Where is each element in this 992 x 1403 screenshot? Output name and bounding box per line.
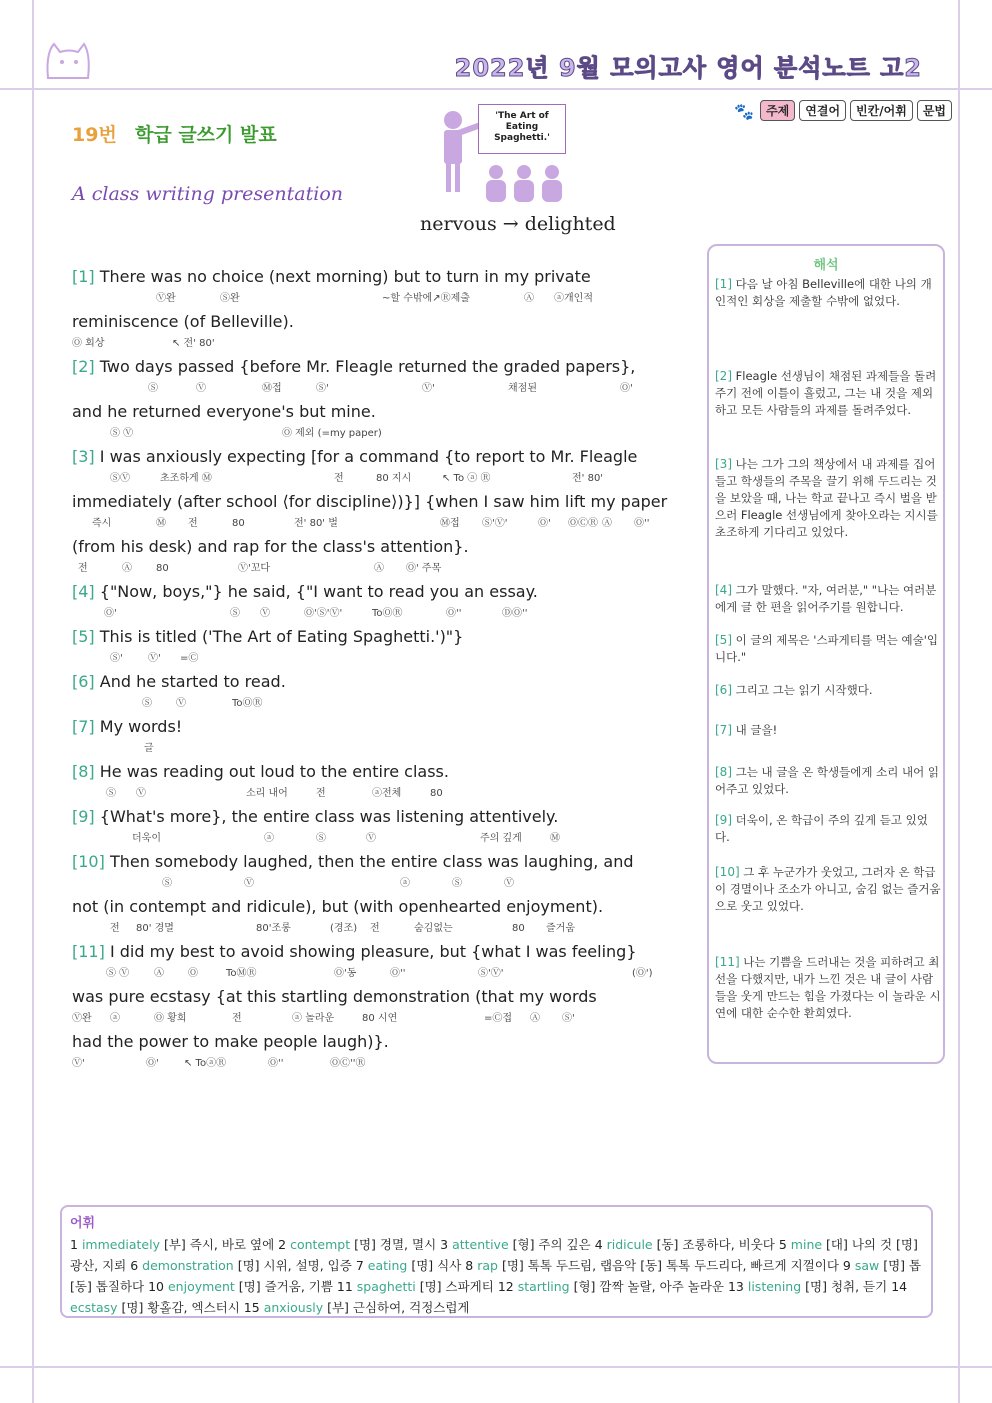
translation-item <box>715 368 941 419</box>
sentence-text: {"Now, boys,"} he said, {"I want to read you an essay. <box>99 582 538 601</box>
annotation: ToⓄⓇ <box>372 608 403 619</box>
vocab-word: demonstration <box>142 1258 234 1273</box>
translation-text: 다음 날 아침 Belleville에 대한 나의 개인적인 회상을 제출할 수밖에 없었다. <box>715 277 932 308</box>
annotation: Ⓢ완 <box>220 293 240 304</box>
annotation: Ⓥ'꼬다 <box>238 563 271 574</box>
translation-panel <box>707 244 945 1064</box>
annotation: Ⓢ Ⓥ <box>106 968 130 979</box>
annotation: Ⓜ <box>156 518 166 529</box>
translation-item <box>715 722 941 739</box>
annotation-line <box>72 740 687 763</box>
sentence-text: had the power to make people laugh)}. <box>72 1032 389 1051</box>
passage-line-9 <box>72 628 687 650</box>
tag-grammar[interactable]: 문법 <box>917 100 952 121</box>
vocab-item <box>337 1279 498 1294</box>
vocab-number: 6 <box>130 1258 139 1273</box>
vocab-meaning: [형] 주의 깊은 <box>512 1237 591 1252</box>
vocab-word: immediately <box>81 1237 160 1252</box>
sentence-number: [10] <box>72 852 105 871</box>
vocab-word: ecstasy <box>70 1300 118 1315</box>
annotation: ⓐ전체 <box>372 788 402 799</box>
annotation: ToⓂⓇ <box>226 968 257 979</box>
annotation: Ⓢ <box>316 833 326 844</box>
passage-line-5 <box>72 448 687 470</box>
translation-number: [7] <box>715 723 732 737</box>
annotation: ⓐ <box>264 833 274 844</box>
essay-sign: 'The Art of Eating Spaghetti.' <box>478 104 566 154</box>
annotation: 전 <box>110 923 120 934</box>
sentence-number: [7] <box>72 717 95 736</box>
annotation: Ⓢ' <box>562 1013 575 1024</box>
translation-number: [10] <box>715 865 740 879</box>
tag-topic[interactable]: 주제 <box>760 100 795 121</box>
annotation: 전' 80' 벌 <box>294 518 338 529</box>
annotation: ↖ To ⓐ Ⓡ <box>442 473 491 484</box>
annotation: Ⓥ완 <box>72 1013 92 1024</box>
annotation: Ⓢ'Ⓥ' <box>478 968 504 979</box>
sentence-number: [2] <box>72 357 95 376</box>
annotation: Ⓢ <box>148 383 158 394</box>
vocab-meaning: [명] 톡톡 두드림, 랩음악 [동] 톡톡 두드리다, 빠르게 지껄이다 <box>501 1258 839 1273</box>
translation-text: 더욱이, 온 학급이 주의 깊게 듣고 있었다. <box>715 813 928 844</box>
translation-number: [2] <box>715 369 732 383</box>
annotation: Ⓞ'' <box>268 1058 284 1069</box>
mood-change: nervous → delighted <box>420 213 616 235</box>
passage-line-4 <box>72 403 687 425</box>
annotation-line <box>72 470 687 493</box>
vocab-meaning: [명] 황홀감, 엑스터시 <box>121 1300 240 1315</box>
translation-item <box>715 456 941 541</box>
vocab-number: 9 <box>842 1258 851 1273</box>
annotation: Ⓥ' <box>72 1058 85 1069</box>
annotation: ~할 수밖에↗Ⓡ제출 <box>382 293 470 304</box>
annotation: (경조) <box>330 923 358 934</box>
vocab-item <box>595 1237 779 1252</box>
passage-line-15 <box>72 898 687 920</box>
paw-icon: 🐾 <box>734 101 754 121</box>
annotation: ↖ ToⓐⓇ <box>184 1058 227 1069</box>
annotation: 80 <box>512 923 525 934</box>
translation-number: [1] <box>715 277 732 291</box>
annotation: 80' 경멸 <box>136 923 174 934</box>
translation-item <box>715 682 941 699</box>
annotation: Ⓥ <box>244 878 254 889</box>
vocabulary-box <box>60 1205 933 1318</box>
vocab-meaning: [명] 스파게티 <box>419 1279 494 1294</box>
annotation-line <box>72 425 687 448</box>
vocab-word: saw <box>854 1258 880 1273</box>
topic-tags <box>734 100 952 121</box>
vocab-number: 5 <box>778 1237 787 1252</box>
annotation-line <box>72 380 687 403</box>
annotation: Ⓜ <box>550 833 560 844</box>
translation-number: [4] <box>715 583 732 597</box>
sentence-text: Then somebody laughed, then the entire class was laughing, and <box>109 852 634 871</box>
vocab-meaning: [동] 조롱하다, 비웃다 <box>656 1237 775 1252</box>
sentence-text: I was anxiously expecting [for a command {to report to Mr. Fleagle <box>99 447 638 466</box>
annotation: 전 <box>334 473 344 484</box>
sentence-text: (from his desk) and rap for the class's attention}. <box>72 537 469 556</box>
annotation: 전 <box>370 923 380 934</box>
translation-number: [11] <box>715 955 740 969</box>
translation-text: 이 글의 제목은 '스파게티를 먹는 예술'입니다." <box>715 633 938 664</box>
tag-blank-vocab[interactable]: 빈칸/어휘 <box>850 100 913 121</box>
vocab-item <box>356 1258 465 1273</box>
vocabulary-list <box>70 1234 923 1318</box>
annotation: ToⓄⓇ <box>232 698 263 709</box>
vocab-meaning: [부] 즉시, 바로 옆에 <box>163 1237 275 1252</box>
passage-line-17 <box>72 988 687 1010</box>
translation-text: 그 후 누군가가 웃었고, 그러자 온 학급이 경멸이나 조소가 아니고, 숨김 없는 즐거움으로 웃고 있었다. <box>715 865 941 913</box>
annotation: 초조하게 Ⓜ <box>160 473 212 484</box>
sentence-text: not (in contempt and ridicule), but (with openhearted enjoyment). <box>72 897 604 916</box>
annotation: 더욱이 <box>132 833 161 844</box>
vocab-item <box>148 1279 337 1294</box>
annotation-line <box>72 965 687 988</box>
annotation: Ⓞ 황희 <box>154 1013 187 1024</box>
translation-heading: 해석 <box>813 258 839 273</box>
annotation: =Ⓒ <box>180 653 199 664</box>
annotation: 80'조롱 <box>256 923 291 934</box>
annotation-line <box>72 920 687 943</box>
passage-line-8 <box>72 583 687 605</box>
annotation: Ⓞ'' <box>634 518 650 529</box>
annotation: Ⓜ접 <box>440 518 460 529</box>
vocab-meaning: [부] 근심하여, 걱정스럽게 <box>327 1300 470 1315</box>
vocab-number: 4 <box>594 1237 603 1252</box>
annotation: Ⓢ <box>106 788 116 799</box>
annotation: Ⓐ <box>602 518 612 529</box>
annotation: Ⓥ완 <box>156 293 176 304</box>
annotation: ⓐ개인적 <box>554 293 593 304</box>
vocab-meaning: [명] 시위, 설명, 입증 <box>237 1258 352 1273</box>
annotation: 전 <box>78 563 88 574</box>
translation-number: [9] <box>715 813 732 827</box>
sentence-text: immediately (after school ⟨for discipline⟩)}] {when I saw him lift my paper <box>72 492 668 511</box>
vocab-word: spaghetti <box>356 1279 416 1294</box>
vocab-item <box>130 1258 356 1273</box>
vocab-item <box>498 1279 728 1294</box>
passage-line-18 <box>72 1033 687 1055</box>
annotation: 80 <box>232 518 245 529</box>
annotation: 전' 80' <box>572 473 604 484</box>
translation-item <box>715 764 941 798</box>
annotation: Ⓥ <box>504 878 514 889</box>
annotation-line <box>72 290 687 313</box>
vocab-number: 10 <box>148 1279 164 1294</box>
frame-line-right <box>958 0 960 1403</box>
sentence-text: I did my best to avoid showing pleasure, but {what I was feeling} <box>109 942 637 961</box>
vocab-word: attentive <box>452 1237 509 1252</box>
annotation: 채점된 <box>508 383 537 394</box>
vocab-number: 1 <box>70 1237 78 1252</box>
vocab-meaning: [형] 깜짝 놀랄, 아주 놀라운 <box>573 1279 724 1294</box>
sentence-text: Two days passed {before Mr. Fleagle returned the graded papers}, <box>99 357 636 376</box>
annotation: Ⓞ' <box>538 518 551 529</box>
vocab-word: rap <box>477 1258 498 1273</box>
annotation: ⓄⒸⓇ <box>568 518 598 529</box>
passage-line-1 <box>72 268 687 290</box>
annotation: Ⓥ' <box>422 383 435 394</box>
vocab-meaning: [명] 경멸, 멸시 <box>354 1237 437 1252</box>
translation-number: [8] <box>715 765 732 779</box>
annotation: Ⓞ'동 <box>334 968 357 979</box>
annotation: Ⓐ <box>524 293 534 304</box>
annotation: Ⓞ' <box>620 383 633 394</box>
annotation-line <box>72 830 687 853</box>
sentence-number: [4] <box>72 582 95 601</box>
vocab-meaning: [명] 즐거움, 기쁨 <box>238 1279 333 1294</box>
annotation: Ⓥ' <box>148 653 161 664</box>
vocab-number: 7 <box>355 1258 364 1273</box>
sentence-text: And he started to read. <box>99 672 286 691</box>
annotation: Ⓥ <box>176 698 186 709</box>
annotation: Ⓞ'Ⓢ'Ⓥ' <box>304 608 343 619</box>
vocab-number: 12 <box>497 1279 514 1294</box>
annotation: Ⓞ' <box>146 1058 159 1069</box>
passage-line-12 <box>72 763 687 785</box>
annotation: Ⓜ접 <box>262 383 282 394</box>
vocab-number: 11 <box>336 1279 353 1294</box>
passage-line-7 <box>72 538 687 560</box>
passage-line-14 <box>72 853 687 875</box>
sentence-text: and he returned everyone's but mine. <box>72 402 376 421</box>
annotation: Ⓥ <box>366 833 376 844</box>
annotation: ↖ 전' 80' <box>172 338 215 349</box>
vocab-number: 15 <box>243 1300 260 1315</box>
vocab-meaning: [명] 청취, 듣기 <box>805 1279 888 1294</box>
vocab-item <box>440 1237 595 1252</box>
annotation: Ⓢ'Ⓥ' <box>482 518 508 529</box>
annotation: 80 <box>156 563 169 574</box>
annotation: Ⓢ <box>142 698 152 709</box>
annotation: 소리 내어 <box>246 788 288 799</box>
vocab-word: startling <box>517 1279 570 1294</box>
vocab-item <box>465 1258 843 1273</box>
vocab-meaning: [명] 식사 <box>411 1258 462 1273</box>
annotation: 전 <box>232 1013 242 1024</box>
annotation: Ⓢ <box>230 608 240 619</box>
translation-number: [3] <box>715 457 732 471</box>
translation-number: [5] <box>715 633 732 647</box>
annotation: Ⓐ <box>530 1013 540 1024</box>
translation-text: Fleagle 선생님이 채점된 과제들을 돌려주기 전에 이틀이 흘렀고, 그는 내 것을 제외하고 모든 사람들의 과제를 돌려주었다. <box>715 369 937 417</box>
tag-connector[interactable]: 연결어 <box>799 100 846 121</box>
problem-number: 19번 <box>72 124 117 146</box>
translation-item <box>715 812 941 846</box>
sentence-text: This is titled ('The Art of Eating Spaghetti.')"} <box>99 627 464 646</box>
annotation: ⒹⓄ'' <box>502 608 528 619</box>
translation-text: 내 글을! <box>735 723 778 737</box>
sentence-text: There was no choice (next morning) but to turn in my private <box>99 267 591 286</box>
vocab-meaning: [대] 나의 것 [명] 광산, 지뢰 <box>70 1237 918 1273</box>
annotation: Ⓞ'' <box>446 608 462 619</box>
passage-line-3 <box>72 358 687 380</box>
sentence-number: [6] <box>72 672 95 691</box>
translation-number: [6] <box>715 683 732 697</box>
annotation: Ⓐ <box>374 563 384 574</box>
vocab-item <box>728 1279 891 1294</box>
annotation: 전 <box>316 788 326 799</box>
annotation: 글 <box>144 743 154 754</box>
sentence-text: was pure ecstasy {at this startling demonstration (that my words <box>72 987 597 1006</box>
annotation: Ⓞ <box>188 968 198 979</box>
annotation: Ⓥ <box>136 788 146 799</box>
english-title: A class writing presentation <box>72 183 343 205</box>
sentence-number: [5] <box>72 627 95 646</box>
annotation: Ⓞ' 주목 <box>406 563 442 574</box>
passage-line-6 <box>72 493 687 515</box>
annotation-line <box>72 335 687 358</box>
annotation-line <box>72 695 687 718</box>
translation-item <box>715 276 941 310</box>
sentence-number: [9] <box>72 807 95 826</box>
sentence-number: [8] <box>72 762 95 781</box>
vocab-number: 8 <box>465 1258 474 1273</box>
annotation: 80 시연 <box>362 1013 398 1024</box>
frame-line-top <box>0 88 992 90</box>
passage-line-11 <box>72 718 687 740</box>
annotation-line <box>72 785 687 808</box>
annotation: Ⓢ' <box>316 383 329 394</box>
annotation: Ⓥ <box>260 608 270 619</box>
annotation: ⓐ 놀라운 <box>292 1013 335 1024</box>
annotation-line <box>72 650 687 673</box>
translation-item <box>715 582 941 616</box>
annotation: Ⓞ 회상 <box>72 338 105 349</box>
vocab-word: listening <box>747 1279 802 1294</box>
sentence-number: [1] <box>72 267 95 286</box>
vocab-word: anxiously <box>263 1300 324 1315</box>
vocab-item <box>70 1237 278 1252</box>
annotation-line <box>72 1010 687 1033</box>
vocab-word: mine <box>790 1237 823 1252</box>
annotation: 주의 깊게 <box>480 833 522 844</box>
annotation: Ⓞ'' <box>390 968 406 979</box>
translation-text: 그는 내 글을 온 학생들에게 소리 내어 읽어주고 있었다. <box>715 765 939 796</box>
annotation: (Ⓞ') <box>632 968 653 979</box>
vocabulary-heading: 어휘 <box>70 1216 96 1231</box>
passage-line-2 <box>72 313 687 335</box>
annotation: Ⓞ' <box>104 608 117 619</box>
passage-line-16 <box>72 943 687 965</box>
annotation: 전 <box>188 518 198 529</box>
vocab-number: 14 <box>891 1279 908 1294</box>
annotation: =Ⓒ접 <box>484 1013 513 1024</box>
annotation: ⓐ <box>110 1013 120 1024</box>
translation-text: 나는 그가 그의 책상에서 내 과제를 집어들고 학생들의 주목을 끌기 위해 두드리는 것을 보았을 때, 나는 학교 끝나고 즉시 벌을 받으러 Fleagle 선생님에게 찾아오라는 지시를 초조하게 기다리고 있었다. <box>715 457 938 539</box>
annotation: Ⓞ 제외 (=my paper) <box>282 428 382 439</box>
sentence-text: {What's more}, the entire class was listening attentively. <box>99 807 559 826</box>
sentence-text: My words! <box>99 717 183 736</box>
annotation-line <box>72 560 687 583</box>
annotation: 80 <box>430 788 443 799</box>
vocab-word: contempt <box>290 1237 351 1252</box>
vocab-number: 2 <box>278 1237 287 1252</box>
translation-item <box>715 632 941 666</box>
translation-item <box>715 864 941 915</box>
cat-logo-icon <box>40 38 98 82</box>
vocab-word: ridicule <box>606 1237 653 1252</box>
vocab-word: eating <box>367 1258 408 1273</box>
annotation: Ⓢ Ⓥ <box>110 428 134 439</box>
annotation-line <box>72 875 687 898</box>
vocab-number: 3 <box>440 1237 449 1252</box>
annotation: Ⓐ <box>122 563 132 574</box>
annotation: Ⓥ <box>196 383 206 394</box>
annotation: ⓈⓋ <box>110 473 130 484</box>
annotation-line <box>72 1055 687 1078</box>
vocab-number: 13 <box>727 1279 744 1294</box>
frame-line-bottom <box>0 1366 992 1368</box>
annotation: 80 지시 <box>376 473 412 484</box>
sentence-text: reminiscence (of Belleville). <box>72 312 294 331</box>
annotation: 숨김없는 <box>414 923 453 934</box>
sentence-text: He was reading out loud to the entire class. <box>99 762 449 781</box>
vocab-meaning: [명] 톱 [동] 톱질하다 <box>70 1258 922 1294</box>
annotation-line <box>72 515 687 538</box>
korean-title: 학급 글쓰기 발표 <box>135 124 277 146</box>
annotation: 즉시 <box>92 518 112 529</box>
frame-line-left <box>32 0 34 1403</box>
sentence-number: [3] <box>72 447 95 466</box>
page-title: 2022년 9월 모의고사 영어 분석노트 고2 <box>454 54 922 82</box>
passage-line-13 <box>72 808 687 830</box>
annotation: Ⓢ <box>162 878 172 889</box>
translation-text: 그가 말했다. "자, 여러분," "나는 여러분에게 글 한 편을 읽어주기를 원합니다. <box>715 583 937 614</box>
passage <box>72 268 687 1078</box>
translation-item <box>715 954 941 1022</box>
annotation: ⓄⒸ''Ⓡ <box>330 1058 366 1069</box>
annotation: Ⓢ <box>452 878 462 889</box>
vocab-item <box>278 1237 440 1252</box>
annotation-line <box>72 605 687 628</box>
translation-text: 그리고 그는 읽기 시작했다. <box>735 683 873 697</box>
sentence-number: [11] <box>72 942 105 961</box>
passage-line-10 <box>72 673 687 695</box>
annotation: ⓐ <box>400 878 410 889</box>
annotation: Ⓐ <box>154 968 164 979</box>
vocab-item <box>244 1300 470 1315</box>
annotation: 즐거움 <box>546 923 575 934</box>
vocab-word: enjoyment <box>167 1279 235 1294</box>
annotation: Ⓢ' <box>110 653 123 664</box>
translation-text: 나는 기쁨을 드러내는 것을 피하려고 최선을 다했지만, 내가 느낀 것은 내 글이 사람들을 웃게 만드는 힘을 가졌다는 이 놀라운 시연에 대한 순수한 환희였다. <box>715 955 941 1020</box>
